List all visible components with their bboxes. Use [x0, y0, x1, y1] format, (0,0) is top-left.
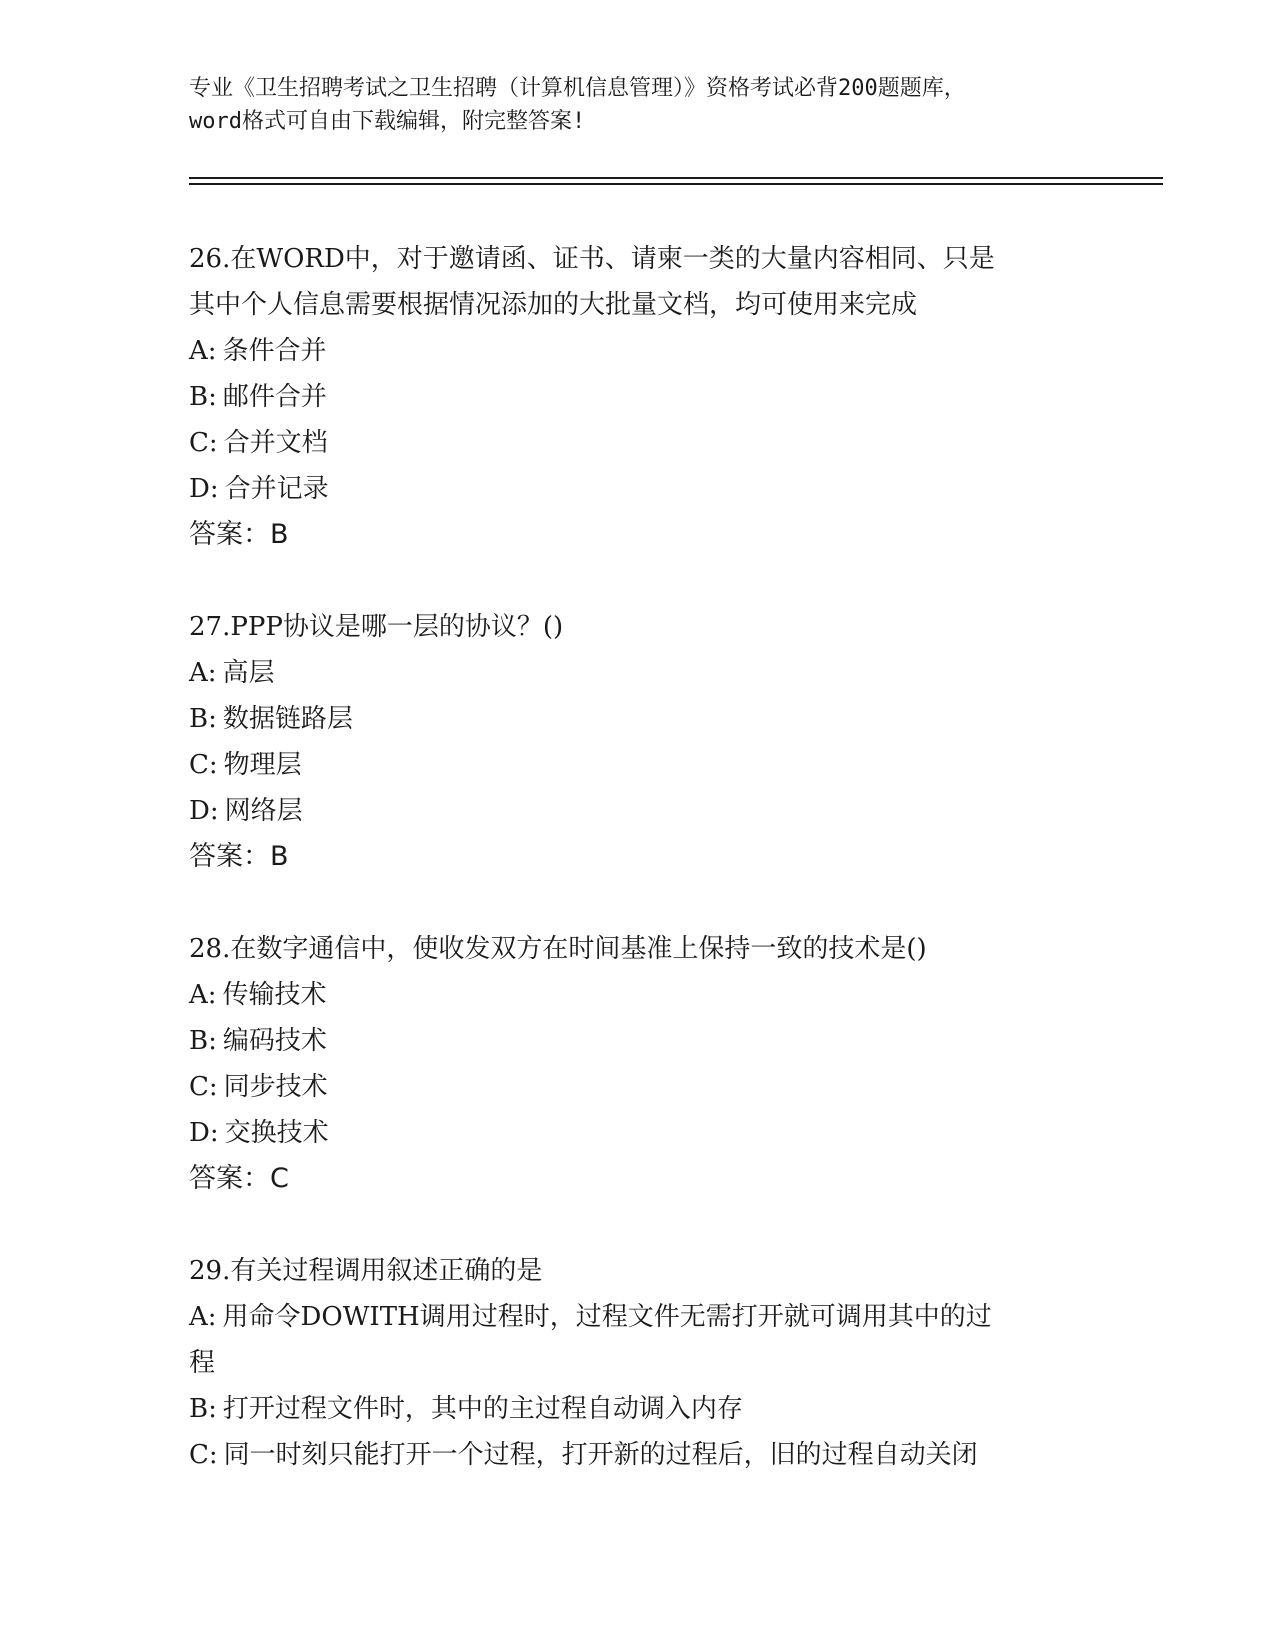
option-letter: B:	[189, 704, 217, 734]
question-text: 27.PPP协议是哪一层的协议？()	[189, 612, 564, 642]
option-letter: C:	[189, 428, 218, 458]
option-letter: D:	[189, 1118, 219, 1148]
question-26	[189, 236, 1089, 558]
option-text: 同步技术	[223, 1072, 328, 1102]
question-list	[189, 236, 1089, 1524]
option-letter: A:	[189, 1302, 217, 1332]
option-text: 合并记录	[224, 474, 329, 504]
option-a	[189, 650, 1089, 696]
option-c	[189, 742, 1089, 788]
option-b	[189, 1386, 1089, 1432]
question-29	[189, 1248, 1089, 1478]
option-b	[189, 374, 1089, 420]
option-c	[189, 1432, 1089, 1478]
option-text: 物理层	[223, 750, 302, 780]
question-28	[189, 926, 1089, 1202]
option-letter: C:	[189, 750, 218, 780]
header-line-2: word格式可自由下载编辑，附完整答案!	[189, 109, 586, 134]
option-text: 合并文档	[223, 428, 328, 458]
header-rule-bottom	[189, 183, 1163, 185]
option-a	[189, 972, 1089, 1018]
option-letter: C:	[189, 1072, 218, 1102]
option-text: 交换技术	[224, 1118, 329, 1148]
option-letter: D:	[189, 796, 219, 826]
option-d	[189, 1110, 1089, 1156]
option-letter: B:	[189, 1026, 217, 1056]
option-text: 邮件合并	[222, 382, 327, 412]
option-text: 网络层	[224, 796, 303, 826]
option-c	[189, 420, 1089, 466]
question-text: 29.有关过程调用叙述正确的是	[189, 1256, 543, 1286]
option-b	[189, 1018, 1089, 1064]
option-text: 数据链路层	[222, 704, 353, 734]
header-line-1: 专业《卫生招聘考试之卫生招聘（计算机信息管理）》资格考试必背200题题库，	[189, 76, 966, 101]
option-text: 传输技术	[222, 980, 327, 1010]
option-letter: D:	[189, 474, 219, 504]
header-rule-top	[189, 177, 1163, 179]
option-text: 打开过程文件时，其中的主过程自动调入内存	[222, 1394, 743, 1424]
document-header	[189, 72, 1089, 138]
question-text: 26.在WORD中，对于邀请函、证书、请柬一类的大量内容相同、只是	[189, 244, 995, 274]
option-b	[189, 696, 1089, 742]
option-d	[189, 466, 1089, 512]
option-text: 同一时刻只能打开一个过程，打开新的过程后，旧的过程自动关闭	[223, 1440, 978, 1470]
option-text: 条件合并	[222, 336, 327, 366]
option-letter: A:	[189, 980, 217, 1010]
option-letter: B:	[189, 382, 217, 412]
option-a	[189, 1294, 1089, 1340]
answer-label: 答案：C	[189, 1163, 289, 1194]
option-text: 编码技术	[222, 1026, 327, 1056]
answer-label: 答案：B	[189, 841, 289, 872]
option-a	[189, 328, 1089, 374]
option-letter: C:	[189, 1440, 218, 1470]
option-a-cont: 程	[189, 1348, 216, 1378]
option-c	[189, 1064, 1089, 1110]
option-letter: B:	[189, 1394, 217, 1424]
option-d	[189, 788, 1089, 834]
question-text-cont: 其中个人信息需要根据情况添加的大批量文档，均可使用来完成	[189, 290, 918, 320]
option-letter: A:	[189, 658, 217, 688]
question-text: 28.在数字通信中，使收发双方在时间基准上保持一致的技术是()	[189, 934, 927, 964]
question-27	[189, 604, 1089, 880]
option-text: 用命令DOWITH调用过程时，过程文件无需打开就可调用其中的过	[222, 1302, 992, 1332]
option-letter: A:	[189, 336, 217, 366]
answer-label: 答案：B	[189, 519, 289, 550]
option-text: 高层	[222, 658, 275, 688]
